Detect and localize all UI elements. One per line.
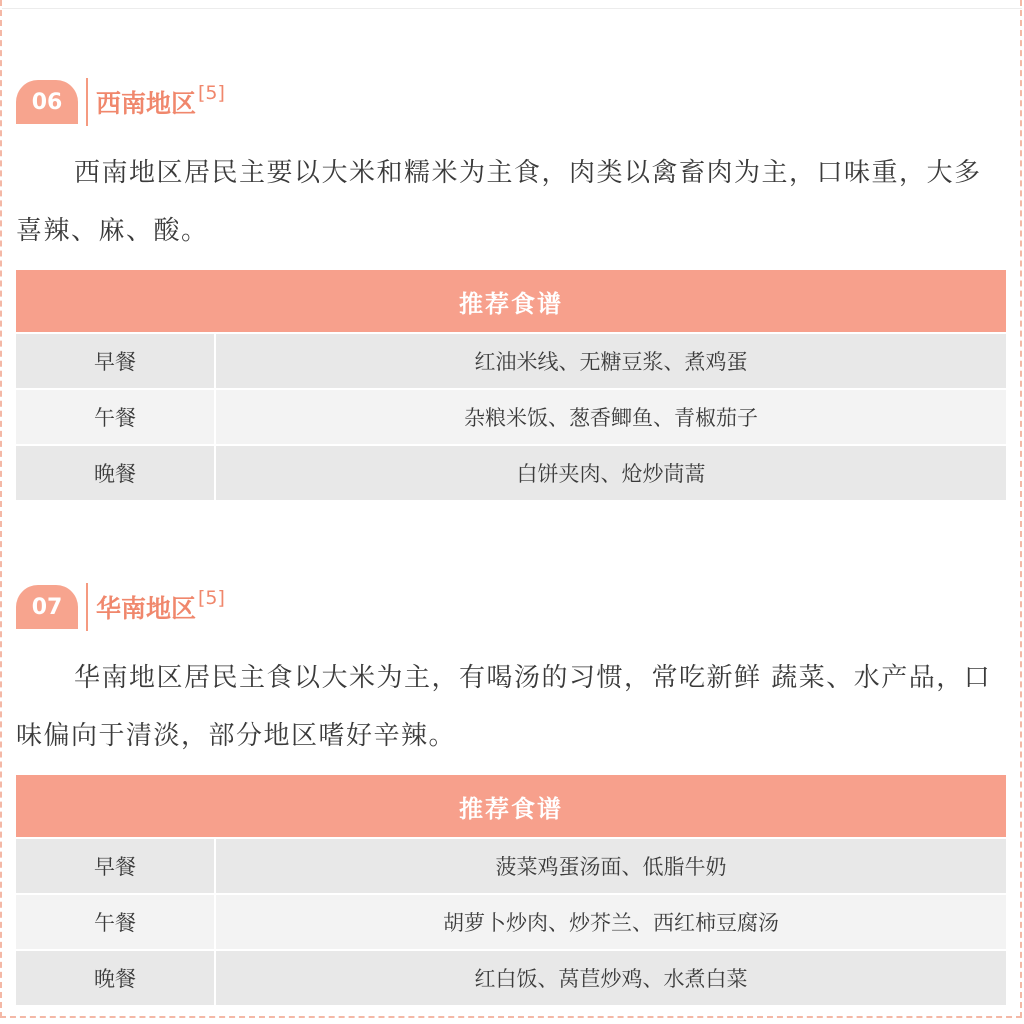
reference-link[interactable]: [5] (198, 586, 225, 609)
table-row (16, 333, 1006, 389)
meal-foods: 白饼夹肉、炝炒茼蒿 (215, 445, 1006, 500)
reference-link[interactable]: [5] (198, 81, 225, 104)
section-title-text: 西南地区 (96, 89, 197, 118)
header-divider (86, 78, 88, 126)
section-title (96, 586, 225, 625)
table-row (16, 389, 1006, 445)
meal-name: 早餐 (16, 333, 215, 389)
recipe-table (16, 775, 1006, 1005)
section-number-badge: 06 (16, 80, 78, 124)
meal-foods: 杂粮米饭、葱香鲫鱼、青椒茄子 (215, 389, 1006, 445)
header-divider (86, 583, 88, 631)
meal-name: 早餐 (16, 838, 215, 894)
recipe-table-header: 推荐食谱 (16, 775, 1006, 838)
meal-foods: 红油米线、无糖豆浆、煮鸡蛋 (215, 333, 1006, 389)
section-description: 西南地区居民主要以大米和糯米为主食，肉类以禽畜肉为主，口味重，大多喜辣、麻、酸。 (16, 158, 982, 246)
section-header (16, 583, 1006, 631)
table-row (16, 894, 1006, 950)
top-divider (2, 8, 1022, 9)
section-header (16, 78, 1006, 126)
meal-foods: 红白饭、莴苣炒鸡、水煮白菜 (215, 950, 1006, 1005)
table-row (16, 950, 1006, 1005)
section-title-text: 华南地区 (96, 594, 197, 623)
meal-name: 晚餐 (16, 445, 215, 500)
section-title (96, 81, 225, 120)
meal-foods: 菠菜鸡蛋汤面、低脂牛奶 (215, 838, 1006, 894)
meal-name: 午餐 (16, 894, 215, 950)
section-southwest (16, 78, 1006, 500)
table-row (16, 838, 1006, 894)
table-row (16, 445, 1006, 500)
recipe-table (16, 270, 1006, 500)
meal-foods: 胡萝卜炒肉、炒芥兰、西红柿豆腐汤 (215, 894, 1006, 950)
meal-name: 晚餐 (16, 950, 215, 1005)
section-south (16, 583, 1006, 1005)
section-description: 华南地区居民主食以大米为主，有喝汤的习惯，常吃新鲜 蔬菜、水产品，口味偏向于清淡，部分地区嗜好辛辣。 (16, 663, 992, 751)
recipe-table-header: 推荐食谱 (16, 270, 1006, 333)
section-number-badge: 07 (16, 585, 78, 629)
meal-name: 午餐 (16, 389, 215, 445)
